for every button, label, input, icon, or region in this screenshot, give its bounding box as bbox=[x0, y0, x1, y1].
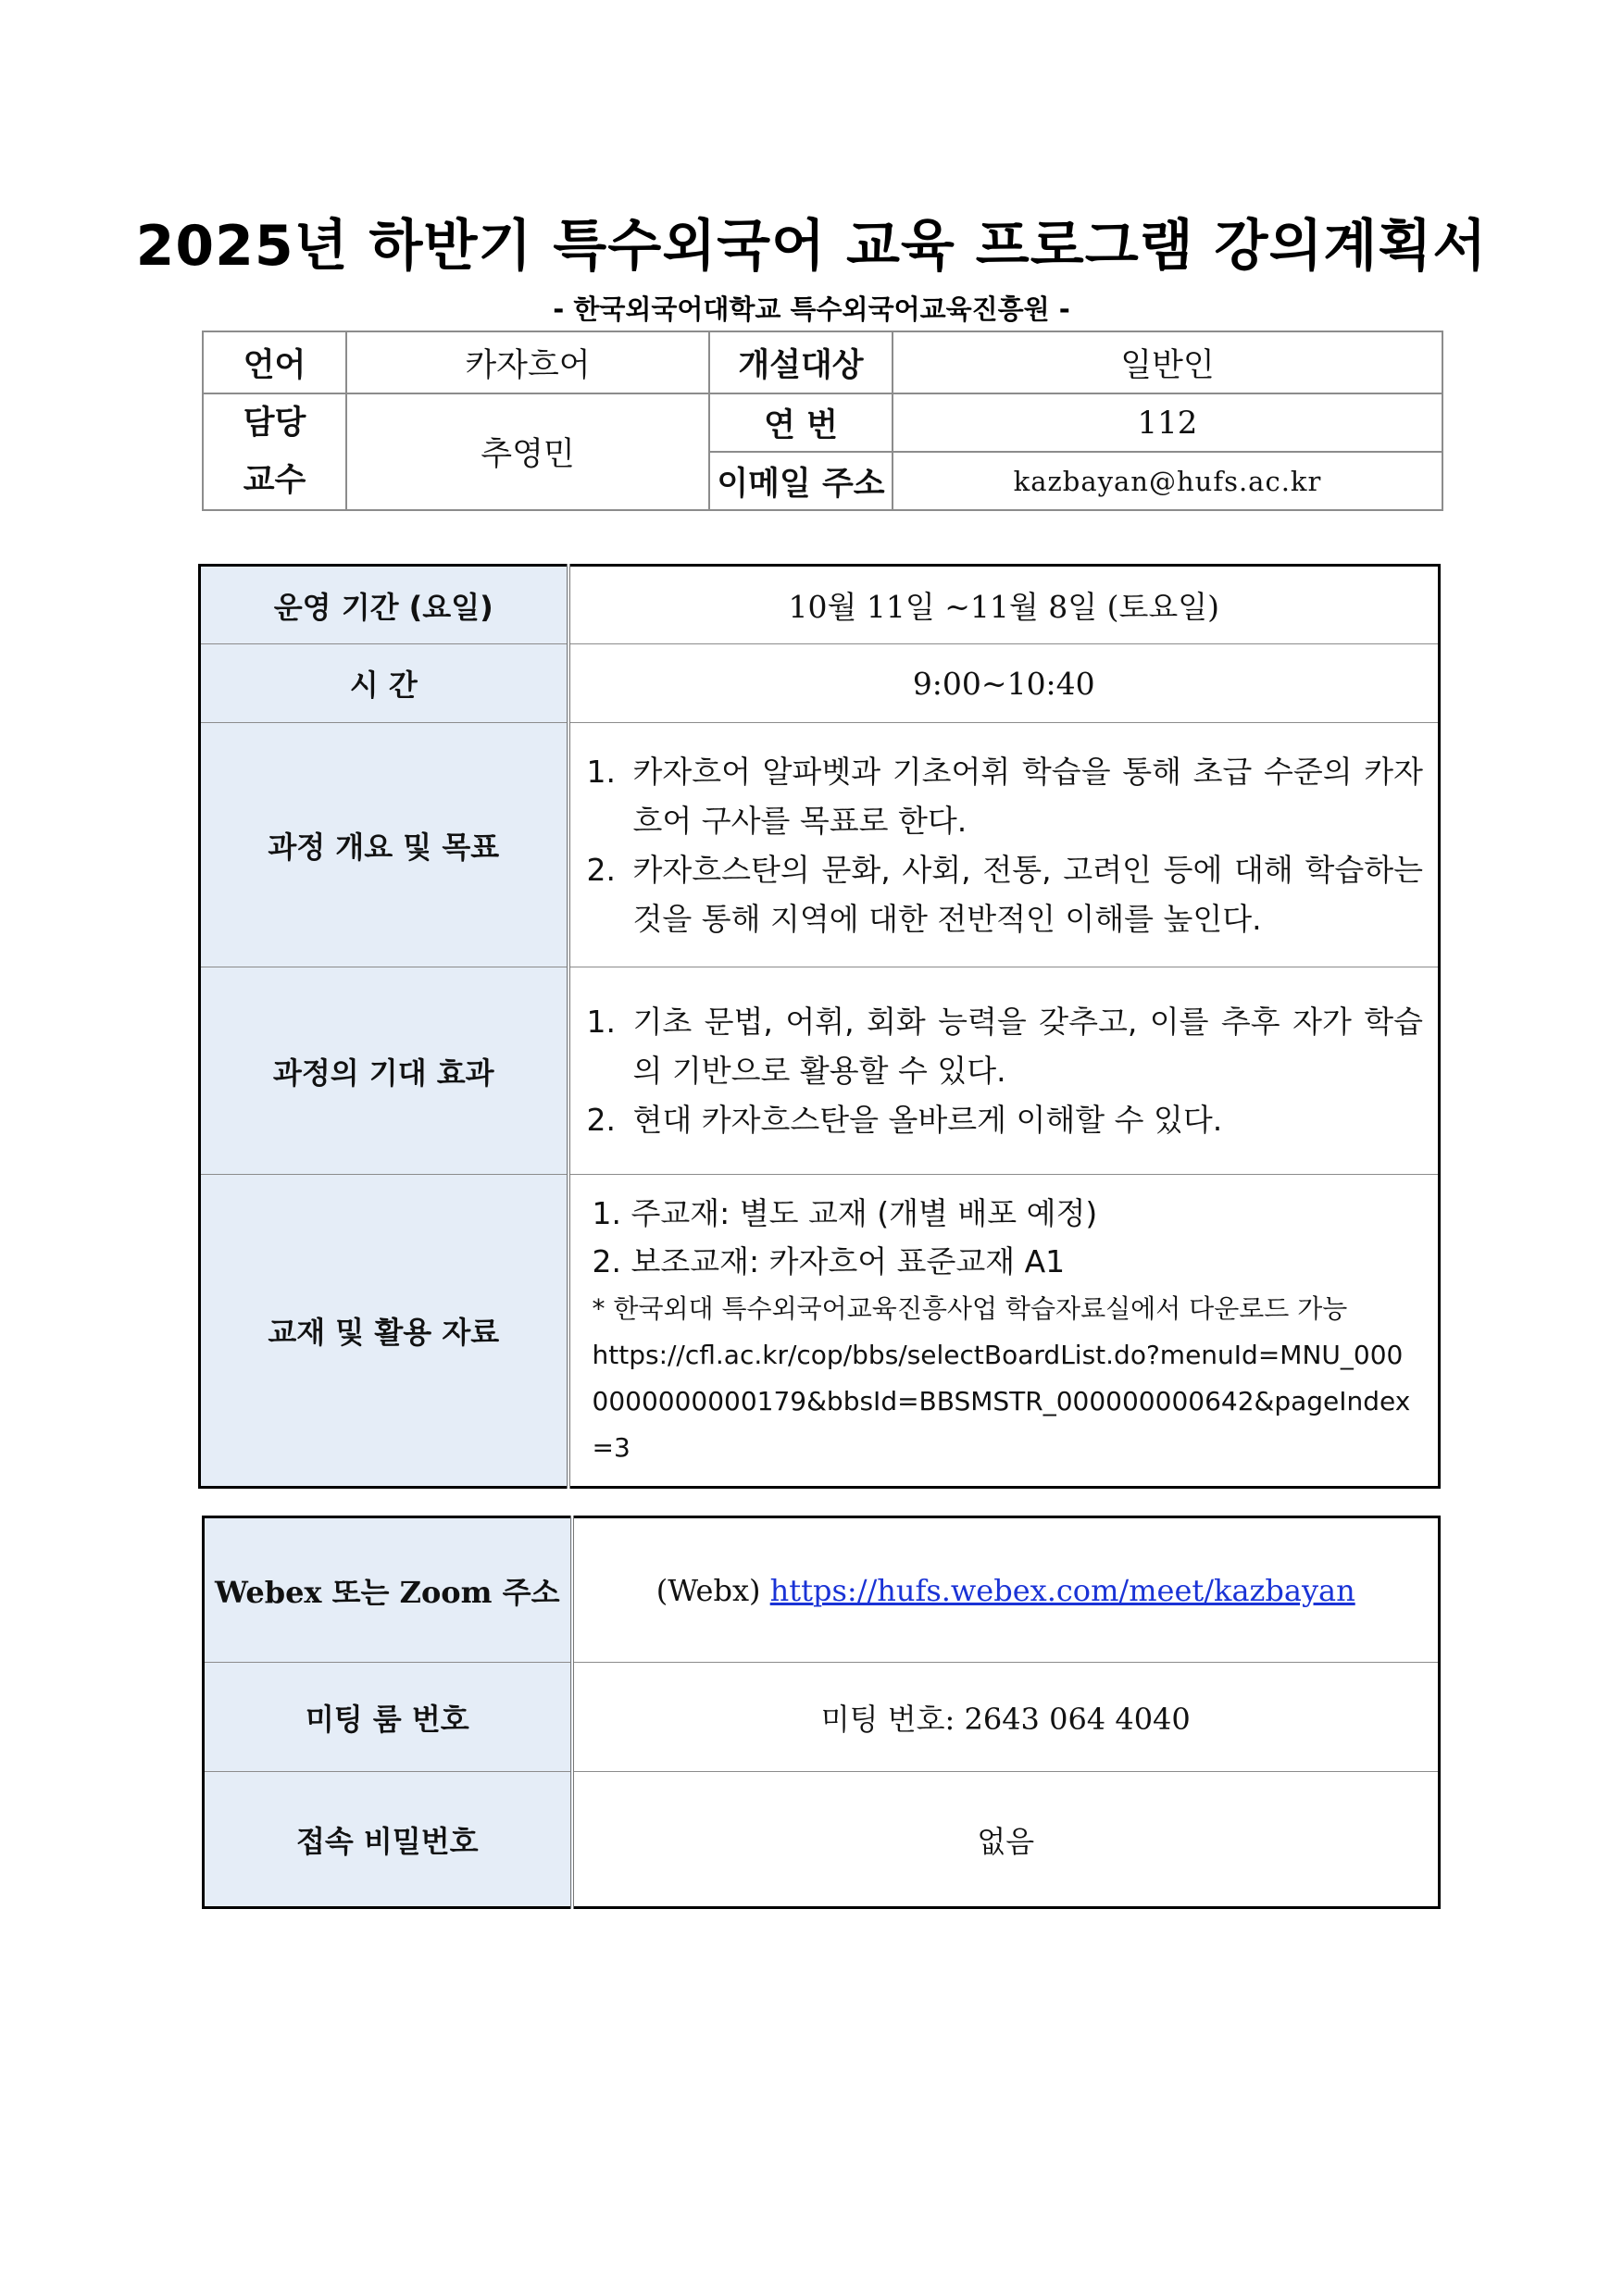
contact-value: 112 bbox=[893, 393, 1442, 452]
contact-label: 연 번 bbox=[709, 393, 893, 452]
online-table bbox=[202, 1516, 1441, 1909]
overview-item-number: 1. bbox=[586, 753, 616, 790]
effects-item bbox=[587, 1095, 1424, 1144]
overview-item bbox=[587, 747, 1424, 845]
effects-item-number: 1. bbox=[586, 1004, 616, 1040]
target-value: 일반인 bbox=[893, 331, 1442, 393]
materials-url[interactable]: https://cfl.ac.kr/cop/bbs/selectBoardList.do?menuId=MNU_0000000000000179&bbsId=BBSMSTR_000000000642&pageIndex=3 bbox=[592, 1340, 1411, 1463]
overview-item-text: 카자흐스탄의 문화, 사회, 전통, 고려인 등에 대해 학습하는 것을 통해 지역에 대한 전반적인 이해를 높인다. bbox=[632, 851, 1423, 937]
overview-item-number: 2. bbox=[586, 851, 616, 888]
effects-item bbox=[587, 997, 1424, 1095]
room-label: 미팅 룸 번호 bbox=[204, 1663, 572, 1772]
overview-item bbox=[587, 845, 1424, 943]
address-prefix: (Webx) bbox=[655, 1572, 761, 1608]
language-value: 카자흐어 bbox=[346, 331, 709, 393]
address-cell bbox=[572, 1517, 1440, 1663]
professor-value: 추영민 bbox=[346, 393, 709, 510]
course-table bbox=[198, 564, 1441, 1489]
webex-link[interactable]: https://hufs.webex.com/meet/kazbayan bbox=[769, 1572, 1355, 1608]
professor-label-line1: 담당 bbox=[243, 405, 306, 442]
effects-item-text: 기초 문법, 어휘, 회화 능력을 갖추고, 이를 추후 자가 학습의 기반으로 활용할 수 있다. bbox=[632, 1004, 1423, 1089]
effects-cell bbox=[568, 967, 1440, 1175]
room-value: 미팅 번호: 2643 064 4040 bbox=[572, 1663, 1440, 1772]
language-label: 언어 bbox=[203, 331, 346, 393]
time-value: 9:00~10:40 bbox=[568, 644, 1440, 723]
materials-item: 2. 보조교재: 카자흐어 표준교재 A1 bbox=[592, 1243, 1066, 1279]
email-value: kazbayan@hufs.ac.kr bbox=[893, 452, 1442, 510]
professor-label bbox=[203, 393, 346, 510]
materials-item: 1. 주교재: 별도 교재 (개별 배포 예정) bbox=[592, 1195, 1098, 1231]
address-label: Webex 또는 Zoom 주소 bbox=[204, 1517, 572, 1663]
document-title: 2025년 하반기 특수외국어 교육 프로그램 강의계획서 bbox=[135, 214, 1488, 279]
professor-label-line2: 교수 bbox=[243, 462, 306, 499]
document-subtitle: - 한국외국어대학교 특수외국어교육진흥원 - bbox=[553, 293, 1070, 325]
email-label: 이메일 주소 bbox=[709, 452, 893, 510]
time-label: 시 간 bbox=[200, 644, 568, 723]
effects-item-number: 2. bbox=[586, 1102, 616, 1138]
period-value: 10월 11일 ~11월 8일 (토요일) bbox=[568, 566, 1440, 644]
overview-label: 과정 개요 및 목표 bbox=[200, 723, 568, 967]
effects-label: 과정의 기대 효과 bbox=[200, 967, 568, 1175]
password-value: 없음 bbox=[572, 1772, 1440, 1908]
period-label: 운영 기간 (요일) bbox=[200, 566, 568, 644]
target-label: 개설대상 bbox=[709, 331, 893, 393]
effects-item-text: 현대 카자흐스탄을 올바르게 이해할 수 있다. bbox=[632, 1102, 1223, 1138]
materials-cell bbox=[568, 1175, 1440, 1488]
overview-cell bbox=[568, 723, 1440, 967]
materials-label: 교재 및 활용 자료 bbox=[200, 1175, 568, 1488]
materials-note: * 한국외대 특수외국어교육진흥사업 학습자료실에서 다운로드 가능 bbox=[592, 1293, 1348, 1324]
overview-item-text: 카자흐어 알파벳과 기초어휘 학습을 통해 초급 수준의 카자흐어 구사를 목표로 한다. bbox=[632, 753, 1423, 839]
info-table bbox=[202, 331, 1443, 511]
password-label: 접속 비밀번호 bbox=[204, 1772, 572, 1908]
